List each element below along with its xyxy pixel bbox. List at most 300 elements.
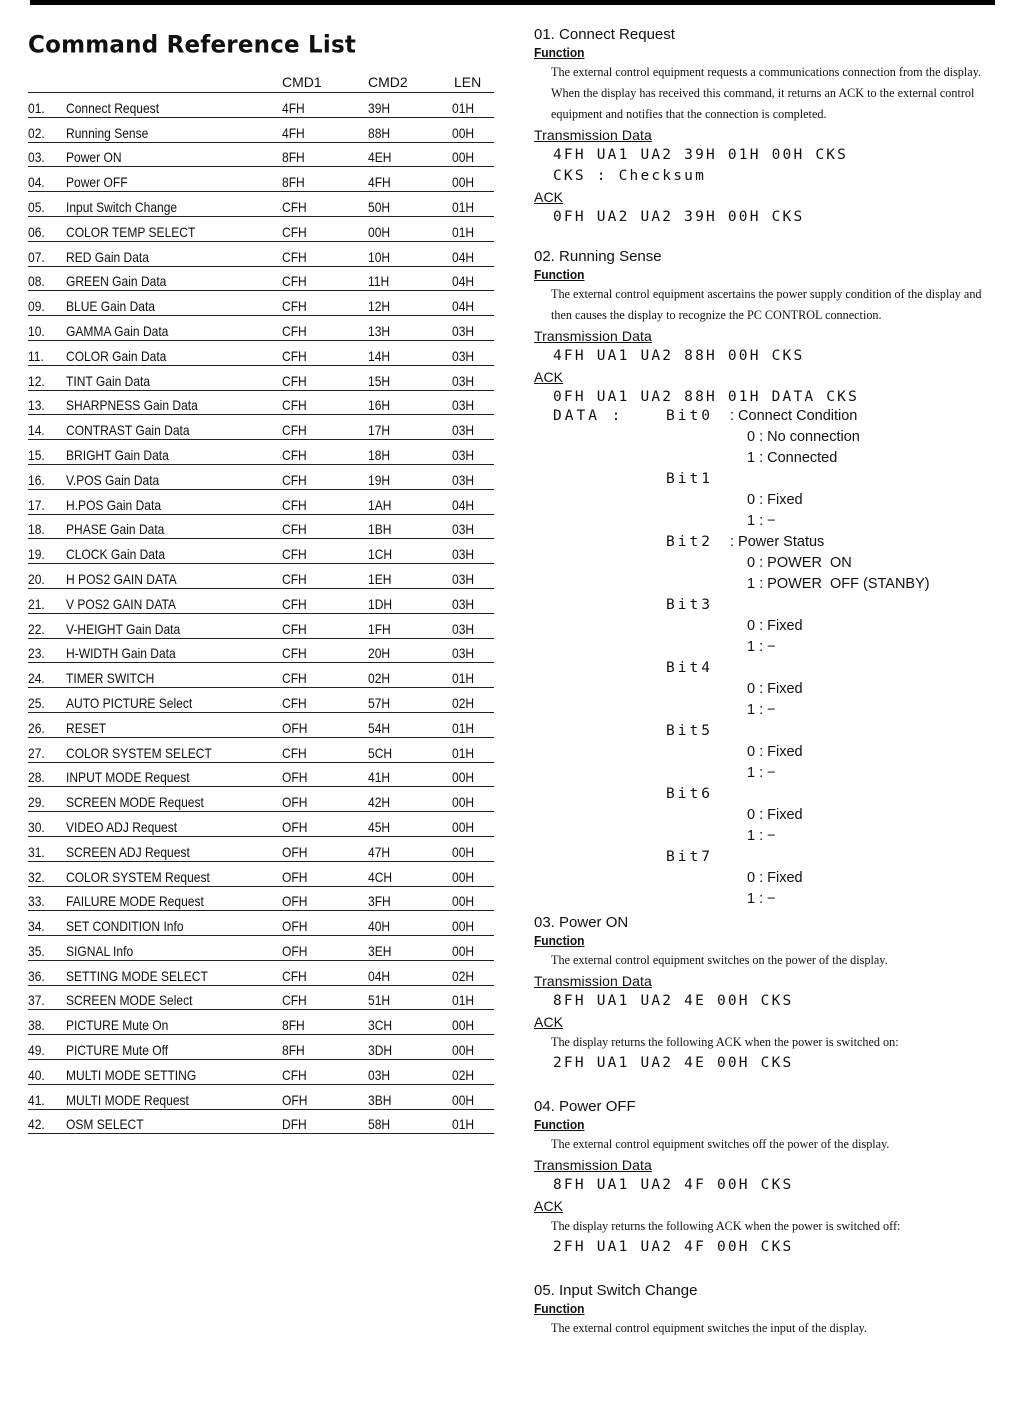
bit2-label: Bit2 — [666, 534, 713, 550]
cmd2-value-text: 3DH — [368, 1042, 393, 1059]
len-value-text: 02H — [452, 967, 475, 984]
ack-data: 2FH UA1 UA2 4E 00H CKS — [553, 1055, 794, 1071]
bit7-label: Bit7 — [666, 849, 713, 865]
cmd1-value-text: OFH — [282, 794, 308, 811]
cmd1-value — [282, 712, 368, 737]
cmd1-value — [282, 93, 368, 118]
cmd1-value — [282, 588, 368, 613]
row-number — [28, 316, 66, 341]
command-name — [66, 1035, 282, 1060]
table-row — [28, 762, 494, 787]
cmd1-value-text: CFH — [282, 298, 307, 315]
len-value-text: 00H — [452, 769, 475, 786]
command-name-text: H-WIDTH Gain Data — [66, 645, 176, 662]
row-number-text: 17. — [28, 496, 45, 513]
cmd2-value — [368, 93, 452, 118]
cmd1-value-text: OFH — [282, 918, 308, 935]
command-name-text: Input Switch Change — [66, 198, 178, 215]
transmission-data: 8FH UA1 UA2 4F 00H CKS — [553, 1177, 794, 1193]
len-value-text: 04H — [452, 248, 475, 265]
cmd2-value-text: 14H — [368, 347, 391, 364]
bit7-value-0: 0 : Fixed — [747, 870, 803, 886]
table-row — [28, 365, 494, 390]
cmd2-value-text: 58H — [368, 1116, 391, 1133]
cmd1-value-text: CFH — [282, 694, 307, 711]
len-value-text: 02H — [452, 694, 475, 711]
row-number-text: 13. — [28, 397, 45, 414]
cmd1-value — [282, 241, 368, 266]
transmission-label: Transmission Data — [534, 328, 652, 344]
len-value-text: 04H — [452, 273, 475, 290]
row-number — [28, 241, 66, 266]
command-name — [66, 787, 282, 812]
row-number — [28, 960, 66, 985]
cmd2-value-text: 1DH — [368, 595, 393, 612]
cmd1-value-text: CFH — [282, 744, 307, 761]
cmd2-value-text: 03H — [368, 1066, 391, 1083]
cmd1-value-text: CFH — [282, 223, 307, 240]
row-number-text: 09. — [28, 298, 45, 315]
ack-label: ACK — [534, 369, 564, 385]
cmd2-value — [368, 985, 452, 1010]
table-row — [28, 316, 494, 341]
table-row — [28, 638, 494, 663]
cmd1-value — [282, 316, 368, 341]
cmd2-value — [368, 489, 452, 514]
table-row — [28, 787, 494, 812]
cmd1-value — [282, 960, 368, 985]
row-number-text: 06. — [28, 223, 45, 240]
command-name — [66, 960, 282, 985]
table-row — [28, 415, 494, 440]
cmd2-value — [368, 241, 452, 266]
row-number-text: 24. — [28, 670, 45, 687]
table-row — [28, 464, 494, 489]
checksum-note: CKS : Checksum — [553, 168, 707, 184]
row-number-text: 04. — [28, 174, 45, 191]
header-len: LEN — [454, 74, 482, 90]
cmd2-value — [368, 464, 452, 489]
table-row — [28, 688, 494, 713]
command-name — [66, 340, 282, 365]
len-value — [452, 1010, 494, 1035]
row-number — [28, 663, 66, 688]
command-name-text: OSM SELECT — [66, 1116, 144, 1133]
row-number — [28, 1035, 66, 1060]
row-number-text: 12. — [28, 372, 45, 389]
table-row — [28, 390, 494, 415]
bit2-value-0: 0 : POWER ON — [747, 555, 852, 571]
function-label: Function — [534, 933, 585, 948]
len-value-text: 01H — [452, 992, 475, 1009]
bit2-desc: : Power Status — [730, 534, 825, 550]
row-number — [28, 1010, 66, 1035]
row-number — [28, 117, 66, 142]
cmd2-value — [368, 415, 452, 440]
bit4-value-0: 0 : Fixed — [747, 681, 803, 697]
command-name — [66, 1084, 282, 1109]
cmd2-value-text: 45H — [368, 818, 391, 835]
table-row — [28, 1035, 494, 1060]
row-number-text: 01. — [28, 99, 45, 116]
cmd1-value-text: CFH — [282, 670, 307, 687]
cmd2-value-text: 4FH — [368, 174, 391, 191]
cmd2-value — [368, 142, 452, 167]
len-value — [452, 266, 494, 291]
len-value-text: 01H — [452, 223, 475, 240]
header-cmd2: CMD2 — [368, 74, 408, 90]
cmd2-value-text: 57H — [368, 694, 391, 711]
command-name — [66, 985, 282, 1010]
len-value — [452, 316, 494, 341]
bit6-value-0: 0 : Fixed — [747, 807, 803, 823]
table-row — [28, 911, 494, 936]
table-header — [28, 70, 494, 92]
cmd2-value — [368, 117, 452, 142]
command-name-text: PHASE Gain Data — [66, 521, 165, 538]
command-name-text: MULTI MODE Request — [66, 1091, 189, 1108]
len-value — [452, 762, 494, 787]
cmd1-value-text: CFH — [282, 967, 307, 984]
row-number — [28, 688, 66, 713]
cmd1-value — [282, 836, 368, 861]
row-number-text: 35. — [28, 942, 45, 959]
len-value — [452, 117, 494, 142]
command-name — [66, 464, 282, 489]
len-value-text: 01H — [452, 1116, 475, 1133]
row-number — [28, 985, 66, 1010]
cmd2-value-text: 11H — [368, 273, 390, 290]
command-name — [66, 117, 282, 142]
command-name-text: Connect Request — [66, 99, 160, 116]
ack-data: 0FH UA1 UA2 88H 01H DATA CKS — [553, 389, 860, 405]
table-row — [28, 1109, 494, 1134]
command-name-text: COLOR TEMP SELECT — [66, 223, 196, 240]
row-number — [28, 489, 66, 514]
cmd1-value — [282, 1060, 368, 1085]
table-row — [28, 588, 494, 613]
cmd1-value-text: CFH — [282, 248, 307, 265]
command-name-text: V.POS Gain Data — [66, 471, 160, 488]
cmd2-value — [368, 216, 452, 241]
row-number — [28, 638, 66, 663]
cmd2-value — [368, 638, 452, 663]
cmd1-value — [282, 638, 368, 663]
data-label: DATA : — [553, 408, 624, 424]
page-title: Command Reference List — [28, 31, 357, 59]
row-number — [28, 167, 66, 192]
section-connect-request — [534, 26, 1000, 228]
command-name — [66, 142, 282, 167]
len-value-text: 01H — [452, 99, 475, 116]
cmd2-value-text: 54H — [368, 719, 391, 736]
bit3-value-1: 1 : − — [747, 639, 776, 655]
cmd1-value — [282, 365, 368, 390]
len-value — [452, 985, 494, 1010]
bit6-label: Bit6 — [666, 786, 713, 802]
row-number — [28, 613, 66, 638]
table-row — [28, 216, 494, 241]
cmd2-value-text: 17H — [368, 422, 391, 439]
cmd2-value-text: 1AH — [368, 496, 392, 513]
cmd2-value-text: 1FH — [368, 620, 391, 637]
row-number-text: 32. — [28, 868, 45, 885]
len-value — [452, 415, 494, 440]
function-text: The external control equipment switches off the power of the display. — [551, 1137, 890, 1151]
command-name — [66, 886, 282, 911]
table-row — [28, 737, 494, 762]
command-name-text: MULTI MODE SETTING — [66, 1066, 197, 1083]
cmd2-value-text: 42H — [368, 794, 391, 811]
len-value — [452, 340, 494, 365]
cmd2-value-text: 47H — [368, 843, 391, 860]
cmd2-value-text: 1BH — [368, 521, 392, 538]
function-label: Function — [534, 1117, 585, 1132]
transmission-data: 4FH UA1 UA2 39H 01H 00H CKS — [553, 147, 849, 163]
command-name — [66, 762, 282, 787]
row-number-text: 19. — [28, 546, 45, 563]
row-number-text: 33. — [28, 893, 45, 910]
cmd1-value-text: CFH — [282, 446, 307, 463]
row-number-text: 16. — [28, 471, 45, 488]
cmd1-value-text: OFH — [282, 1091, 308, 1108]
row-number — [28, 812, 66, 837]
cmd2-value — [368, 539, 452, 564]
command-name-text: Power ON — [66, 149, 122, 166]
command-name-text: SCREEN MODE Request — [66, 794, 204, 811]
row-number — [28, 836, 66, 861]
row-number-text: 22. — [28, 620, 45, 637]
len-value — [452, 911, 494, 936]
cmd2-value — [368, 762, 452, 787]
cmd1-value — [282, 1035, 368, 1060]
len-value-text: 02H — [452, 1066, 475, 1083]
command-name — [66, 192, 282, 217]
row-number-text: 27. — [28, 744, 45, 761]
cmd2-value — [368, 936, 452, 961]
cmd2-value — [368, 1109, 452, 1134]
row-number-text: 29. — [28, 794, 45, 811]
ack-label: ACK — [534, 189, 564, 205]
command-name — [66, 390, 282, 415]
len-value-text: 04H — [452, 298, 475, 315]
command-table — [28, 92, 494, 1134]
cmd1-value — [282, 142, 368, 167]
row-number — [28, 936, 66, 961]
cmd2-value-text: 10H — [368, 248, 391, 265]
len-value — [452, 688, 494, 713]
command-name — [66, 588, 282, 613]
command-name-text: H.POS Gain Data — [66, 496, 162, 513]
table-row — [28, 1060, 494, 1085]
row-number-text: 49. — [28, 1042, 45, 1059]
cmd1-value-text: 8FH — [282, 149, 305, 166]
row-number-text: 07. — [28, 248, 45, 265]
row-number — [28, 588, 66, 613]
len-value-text: 00H — [452, 893, 475, 910]
len-value — [452, 142, 494, 167]
row-number — [28, 1109, 66, 1134]
row-number — [28, 886, 66, 911]
ack-data: 0FH UA2 UA2 39H 00H CKS — [553, 209, 805, 225]
table-row — [28, 489, 494, 514]
cmd1-value-text: CFH — [282, 322, 307, 339]
command-name — [66, 365, 282, 390]
table-row — [28, 663, 494, 688]
row-number-text: 10. — [28, 322, 45, 339]
cmd1-value — [282, 663, 368, 688]
cmd2-value-text: 19H — [368, 471, 391, 488]
transmission-label: Transmission Data — [534, 973, 652, 989]
cmd1-value — [282, 1109, 368, 1134]
row-number — [28, 911, 66, 936]
len-value — [452, 1060, 494, 1085]
cmd1-value — [282, 737, 368, 762]
bit0-value-0: 0 : No connection — [747, 429, 860, 445]
cmd2-value-text: 13H — [368, 322, 391, 339]
command-name — [66, 861, 282, 886]
cmd2-value — [368, 266, 452, 291]
command-name — [66, 539, 282, 564]
cmd1-value-text: CFH — [282, 620, 307, 637]
table-row — [28, 514, 494, 539]
row-number — [28, 142, 66, 167]
len-value-text: 00H — [452, 918, 475, 935]
command-name-text: COLOR SYSTEM Request — [66, 868, 210, 885]
cmd2-value — [368, 588, 452, 613]
bit3-value-0: 0 : Fixed — [747, 618, 803, 634]
len-value — [452, 93, 494, 118]
table-row — [28, 291, 494, 316]
ack-label: ACK — [534, 1198, 564, 1214]
cmd2-value-text: 15H — [368, 372, 391, 389]
cmd2-value — [368, 812, 452, 837]
len-value-text: 03H — [452, 521, 475, 538]
command-name-text: SETTING MODE SELECT — [66, 967, 208, 984]
len-value-text: 03H — [452, 446, 475, 463]
len-value-text: 00H — [452, 174, 475, 191]
row-number — [28, 787, 66, 812]
cmd1-value-text: CFH — [282, 546, 307, 563]
table-row — [28, 241, 494, 266]
command-name — [66, 93, 282, 118]
cmd2-value-text: 50H — [368, 198, 391, 215]
row-number — [28, 564, 66, 589]
row-number-text: 38. — [28, 1017, 45, 1034]
command-name-text: PICTURE Mute On — [66, 1017, 169, 1034]
command-name-text: GAMMA Gain Data — [66, 322, 169, 339]
bit0-label: Bit0 — [666, 408, 713, 424]
row-number-text: 11. — [28, 347, 44, 364]
row-number-text: 03. — [28, 149, 45, 166]
cmd1-value — [282, 291, 368, 316]
cmd2-value-text: 04H — [368, 967, 391, 984]
len-value — [452, 489, 494, 514]
section-running-sense — [534, 248, 1000, 912]
cmd1-value-text: CFH — [282, 397, 307, 414]
row-number-text: 28. — [28, 769, 45, 786]
cmd2-value-text: 1CH — [368, 546, 393, 563]
row-number-text: 05. — [28, 198, 45, 215]
cmd1-value — [282, 564, 368, 589]
row-number-text: 40. — [28, 1066, 45, 1083]
row-number-text: 34. — [28, 918, 45, 935]
len-value — [452, 613, 494, 638]
row-number-text: 15. — [28, 446, 45, 463]
len-value — [452, 861, 494, 886]
section-power-on — [534, 914, 1000, 1074]
section-power-off — [534, 1098, 1000, 1258]
transmission-label: Transmission Data — [534, 1157, 652, 1173]
cmd2-value — [368, 340, 452, 365]
cmd2-value-text: 18H — [368, 446, 391, 463]
cmd2-value-text: 20H — [368, 645, 391, 662]
command-name-text: COLOR SYSTEM SELECT — [66, 744, 212, 761]
cmd1-value-text: OFH — [282, 818, 308, 835]
cmd2-value — [368, 911, 452, 936]
table-row — [28, 812, 494, 837]
command-name — [66, 316, 282, 341]
cmd1-value — [282, 216, 368, 241]
len-value-text: 03H — [452, 422, 475, 439]
command-name-text: BRIGHT Gain Data — [66, 446, 169, 463]
command-name — [66, 936, 282, 961]
command-name-text: CONTRAST Gain Data — [66, 422, 190, 439]
command-name — [66, 836, 282, 861]
len-value — [452, 836, 494, 861]
cmd2-value — [368, 960, 452, 985]
cmd1-value — [282, 440, 368, 465]
cmd2-value — [368, 836, 452, 861]
len-value-text: 01H — [452, 719, 475, 736]
row-number-text: 25. — [28, 694, 45, 711]
table-row — [28, 167, 494, 192]
table-row — [28, 836, 494, 861]
cmd1-value-text: 4FH — [282, 124, 305, 141]
cmd1-value-text: 8FH — [282, 1017, 305, 1034]
cmd2-value-text: 41H — [368, 769, 391, 786]
cmd1-value — [282, 613, 368, 638]
cmd1-value — [282, 489, 368, 514]
function-label: Function — [534, 267, 585, 282]
len-value-text: 01H — [452, 670, 475, 687]
cmd1-value-text: 4FH — [282, 99, 305, 116]
section-title: 03. Power ON — [534, 914, 629, 931]
cmd1-value-text: 8FH — [282, 1042, 305, 1059]
table-row — [28, 117, 494, 142]
command-name — [66, 1109, 282, 1134]
command-name — [66, 911, 282, 936]
len-value-text: 00H — [452, 124, 475, 141]
command-name-text: GREEN Gain Data — [66, 273, 167, 290]
cmd1-value — [282, 985, 368, 1010]
len-value — [452, 390, 494, 415]
cmd1-value-text: CFH — [282, 347, 307, 364]
function-text-2: When the display has received this command, it returns an ACK to the external control equipment and notifies that the connection is completed. — [551, 86, 975, 121]
cmd1-value — [282, 266, 368, 291]
row-number — [28, 415, 66, 440]
row-number — [28, 464, 66, 489]
len-value-text: 03H — [452, 546, 475, 563]
cmd2-value-text: 12H — [368, 298, 391, 315]
cmd1-value — [282, 192, 368, 217]
row-number-text: 14. — [28, 422, 45, 439]
table-row — [28, 266, 494, 291]
cmd2-value-text: 3FH — [368, 893, 391, 910]
cmd2-value — [368, 564, 452, 589]
command-name-text: BLUE Gain Data — [66, 298, 156, 315]
command-name — [66, 812, 282, 837]
